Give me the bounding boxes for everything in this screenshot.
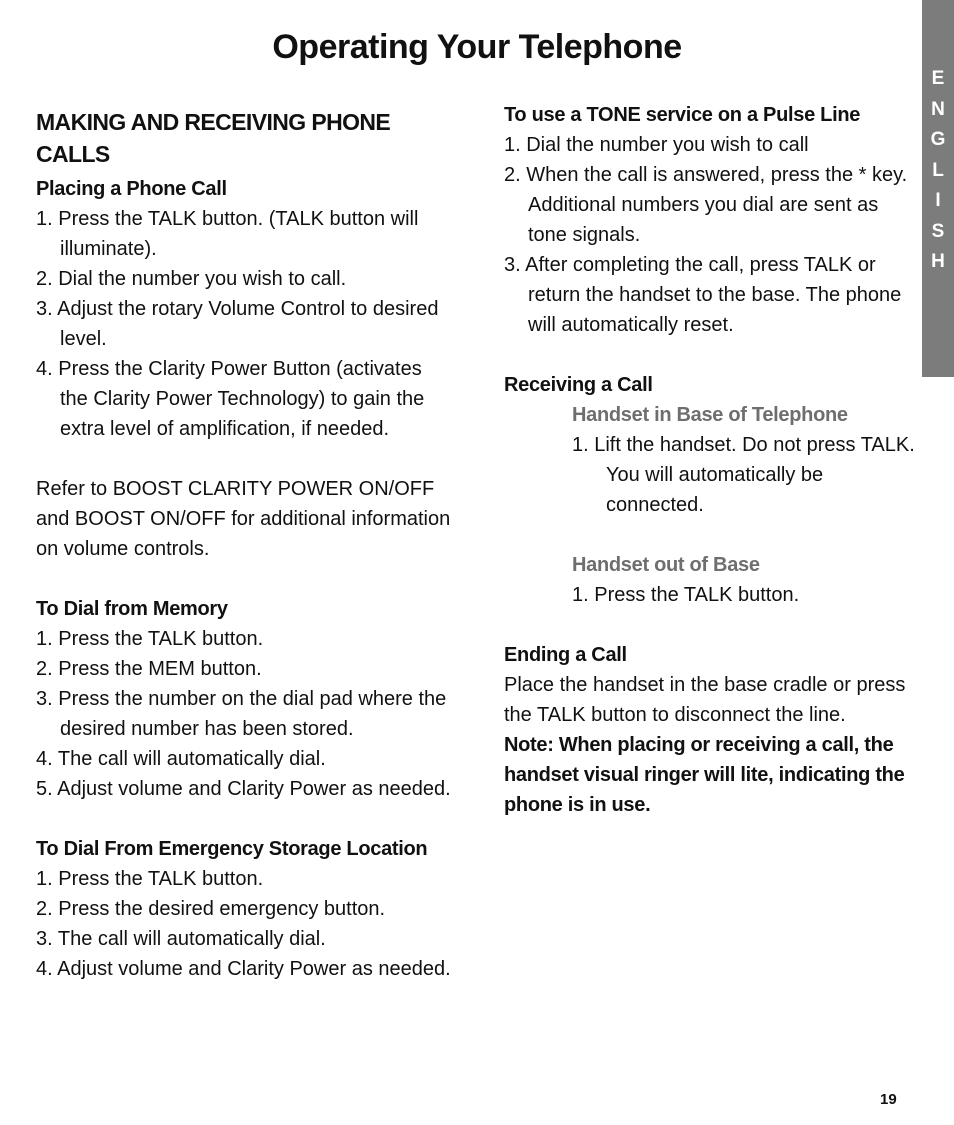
list-item: 1. Lift the handset. Do not press TALK. You will automatically be connected. [572, 434, 915, 516]
list-item: 2. Dial the number you wish to call. [36, 268, 347, 290]
receiving-call-heading: Receiving a Call [504, 374, 653, 396]
dial-memory-steps [36, 624, 452, 804]
dial-memory-heading: To Dial from Memory [36, 598, 228, 620]
page-number: 19 [880, 1091, 897, 1108]
tone-service-steps [504, 130, 920, 340]
list-item: 3. The call will automatically dial. [36, 928, 326, 950]
list-item: 1. Press the TALK button. (TALK button will illuminate). [36, 208, 419, 260]
page-title: Operating Your Telephone [272, 28, 682, 66]
list-item: 1. Press the TALK button. [572, 584, 800, 606]
list-item: 1. Press the TALK button. [36, 628, 264, 650]
emergency-steps [36, 864, 452, 984]
list-item: 1. Dial the number you wish to call [504, 134, 809, 156]
language-tab-label: E N G L I S H [930, 68, 946, 272]
ending-call-note: Note: When placing or receiving a call, the handset visual ringer will lite, indicating the phone is in use. [504, 734, 905, 816]
handset-out-base-heading: Handset out of Base [572, 554, 760, 576]
handset-out-base-steps [572, 580, 920, 610]
language-tab [922, 0, 954, 377]
receiving-call-block [504, 400, 920, 610]
emergency-heading: To Dial From Emergency Storage Location [36, 838, 428, 860]
placing-call-heading: Placing a Phone Call [36, 178, 227, 200]
list-item: 4. Adjust volume and Clarity Power as needed. [36, 958, 451, 980]
list-item: 3. Adjust the rotary Volume Control to desired level. [36, 298, 439, 350]
list-item: 1. Press the TALK button. [36, 868, 264, 890]
list-item: 2. Press the desired emergency button. [36, 898, 386, 920]
handset-in-base-heading: Handset in Base of Telephone [572, 404, 848, 426]
placing-call-steps [36, 204, 452, 444]
list-item: 2. Press the MEM button. [36, 658, 262, 680]
list-item: 4. The call will automatically dial. [36, 748, 326, 770]
list-item: 3. After completing the call, press TALK or return the handset to the base. The phone will automatically reset. [504, 254, 902, 336]
ending-call-heading: Ending a Call [504, 644, 627, 666]
left-column [36, 106, 452, 984]
list-item: 3. Press the number on the dial pad where the desired number has been stored. [36, 688, 447, 740]
list-item: 5. Adjust volume and Clarity Power as needed. [36, 778, 451, 800]
tone-service-heading: To use a TONE service on a Pulse Line [504, 104, 861, 126]
ending-call-text: Place the handset in the base cradle or press the TALK button to disconnect the line. [504, 674, 906, 726]
list-item: 4. Press the Clarity Power Button (activates the Clarity Power Technology) to gain the extra level of amplification, if needed. [36, 358, 425, 440]
section-title: MAKING AND RECEIVING PHONE CALLS [36, 109, 391, 167]
handset-in-base-steps [572, 430, 920, 520]
refer-paragraph: Refer to BOOST CLARITY POWER ON/OFF and BOOST ON/OFF for additional information on volume controls. [36, 478, 451, 560]
list-item: 2. When the call is answered, press the * key. Additional numbers you dial are sent as tone signals. [504, 164, 908, 246]
right-column [504, 100, 920, 820]
